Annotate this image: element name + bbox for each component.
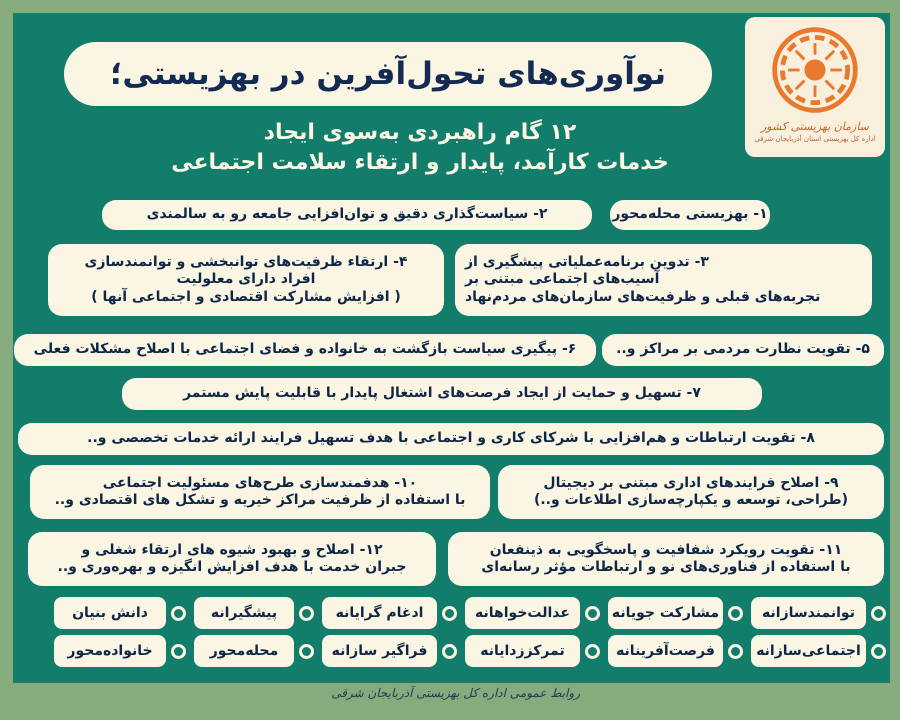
logo-org-branch: اداره کل بهزیستی استان آذربایجان شرقی [754, 135, 876, 143]
subtitle-line-1: ۱۲ گام راهبردی به‌سوی ایجاد [263, 120, 577, 145]
footer-credit: روابط عمومی اداره کل بهزیستی آذربایجان شرقی [331, 686, 580, 700]
tag-item: اجتماعی‌سازانه [751, 635, 886, 667]
bullet-circle-icon [871, 606, 886, 621]
bullet-circle-icon [585, 644, 600, 659]
tag-item: تمرکززدایانه [465, 635, 600, 667]
step-2: ۲- سیاست‌گذاری دقیق و توان‌افزایی جامعه رو به سالمندی [102, 200, 592, 230]
step-4: ۴- ارتقاء ظرفیت‌های توانبخشی و توانمندسازی افراد دارای معلولیت ( افزایش مشارکت اقتصادی و اجتماعی آنها ) [48, 244, 444, 316]
step-7: ۷- تسهیل و حمایت از ایجاد فرصت‌های اشتغال پایدار با قابلیت پایش مستمر [122, 378, 762, 410]
bullet-circle-icon [728, 644, 743, 659]
tag-item: توانمندسازانه [751, 597, 886, 629]
tag-item: خانواده‌محور [54, 635, 186, 667]
step-3: ۳- تدوین برنامه‌عملیاتی پیشگیری از آسیب‌های اجتماعی مبتنی بر تجربه‌های قبلی و ظرفیت‌های سازمان‌های مردم‌نهاد [455, 244, 872, 316]
bullet-circle-icon [299, 644, 314, 659]
step-5: ۵- تقویت نظارت مردمی بر مراکز و.. [602, 334, 884, 366]
bullet-circle-icon [171, 606, 186, 621]
tag-item: فراگیر سازانه [322, 635, 457, 667]
bullet-circle-icon [585, 606, 600, 621]
bullet-circle-icon [171, 644, 186, 659]
bullet-circle-icon [442, 606, 457, 621]
tag-item: عدالت‌خواهانه [465, 597, 600, 629]
tag-item: ادغام گرایانه [322, 597, 457, 629]
tag-item: پیشگیرانه [194, 597, 314, 629]
flower-logo-icon [767, 22, 863, 118]
step-8: ۸- تقویت ارتباطات و هم‌افزایی با شرکای کاری و اجتماعی با هدف تسهیل فرایند ارائه خدمات تخصصی و.. [18, 423, 884, 455]
step-12: ۱۲- اصلاح و بهبود شیوه های ارتقاء شغلی و جبران خدمت با هدف افزایش انگیزه و بهره‌وری و.. [28, 532, 436, 586]
step-9: ۹- اصلاح فرایندهای اداری مبتنی بر دیجیتال (طراحی، توسعه و یکپارچه‌سازی اطلاعات و..) [498, 465, 884, 519]
bullet-circle-icon [728, 606, 743, 621]
bullet-circle-icon [442, 644, 457, 659]
bullet-circle-icon [871, 644, 886, 659]
tag-item: مشارکت جویانه [608, 597, 743, 629]
logo-org-name: سازمان بهزیستی کشور [761, 120, 869, 133]
tags-row-2 [18, 634, 886, 668]
tag-item: دانش بنیان [54, 597, 186, 629]
bullet-circle-icon [299, 606, 314, 621]
page-subtitle [120, 118, 720, 177]
page-title: نوآوری‌های تحول‌آفرین در بهزیستی؛ [64, 42, 712, 106]
tags-row-1 [18, 596, 886, 630]
tag-item: محله‌محور [194, 635, 314, 667]
subtitle-line-2: خدمات کارآمد، پایدار و ارتقاء سلامت اجتماعی [171, 149, 669, 175]
tag-item: فرصت‌آفرینانه [608, 635, 743, 667]
org-logo [745, 17, 885, 157]
step-6: ۶- پیگیری سیاست بازگشت به خانواده و فضای اجتماعی با اصلاح مشکلات فعلی [14, 334, 596, 366]
step-11: ۱۱- تقویت رویکرد شفافیت و پاسخگویی به ذینفعان با استفاده از فناوری‌های نو و ارتباطات مؤثر رسانه‌ای [448, 532, 884, 586]
step-10: ۱۰- هدفمندسازی طرح‌های مسئولیت اجتماعی با استفاده از ظرفیت مراکز خیریه و تشکل های اقتصادی و.. [30, 465, 490, 519]
step-1: ۱- بهزیستی محله‌محور [610, 200, 770, 230]
